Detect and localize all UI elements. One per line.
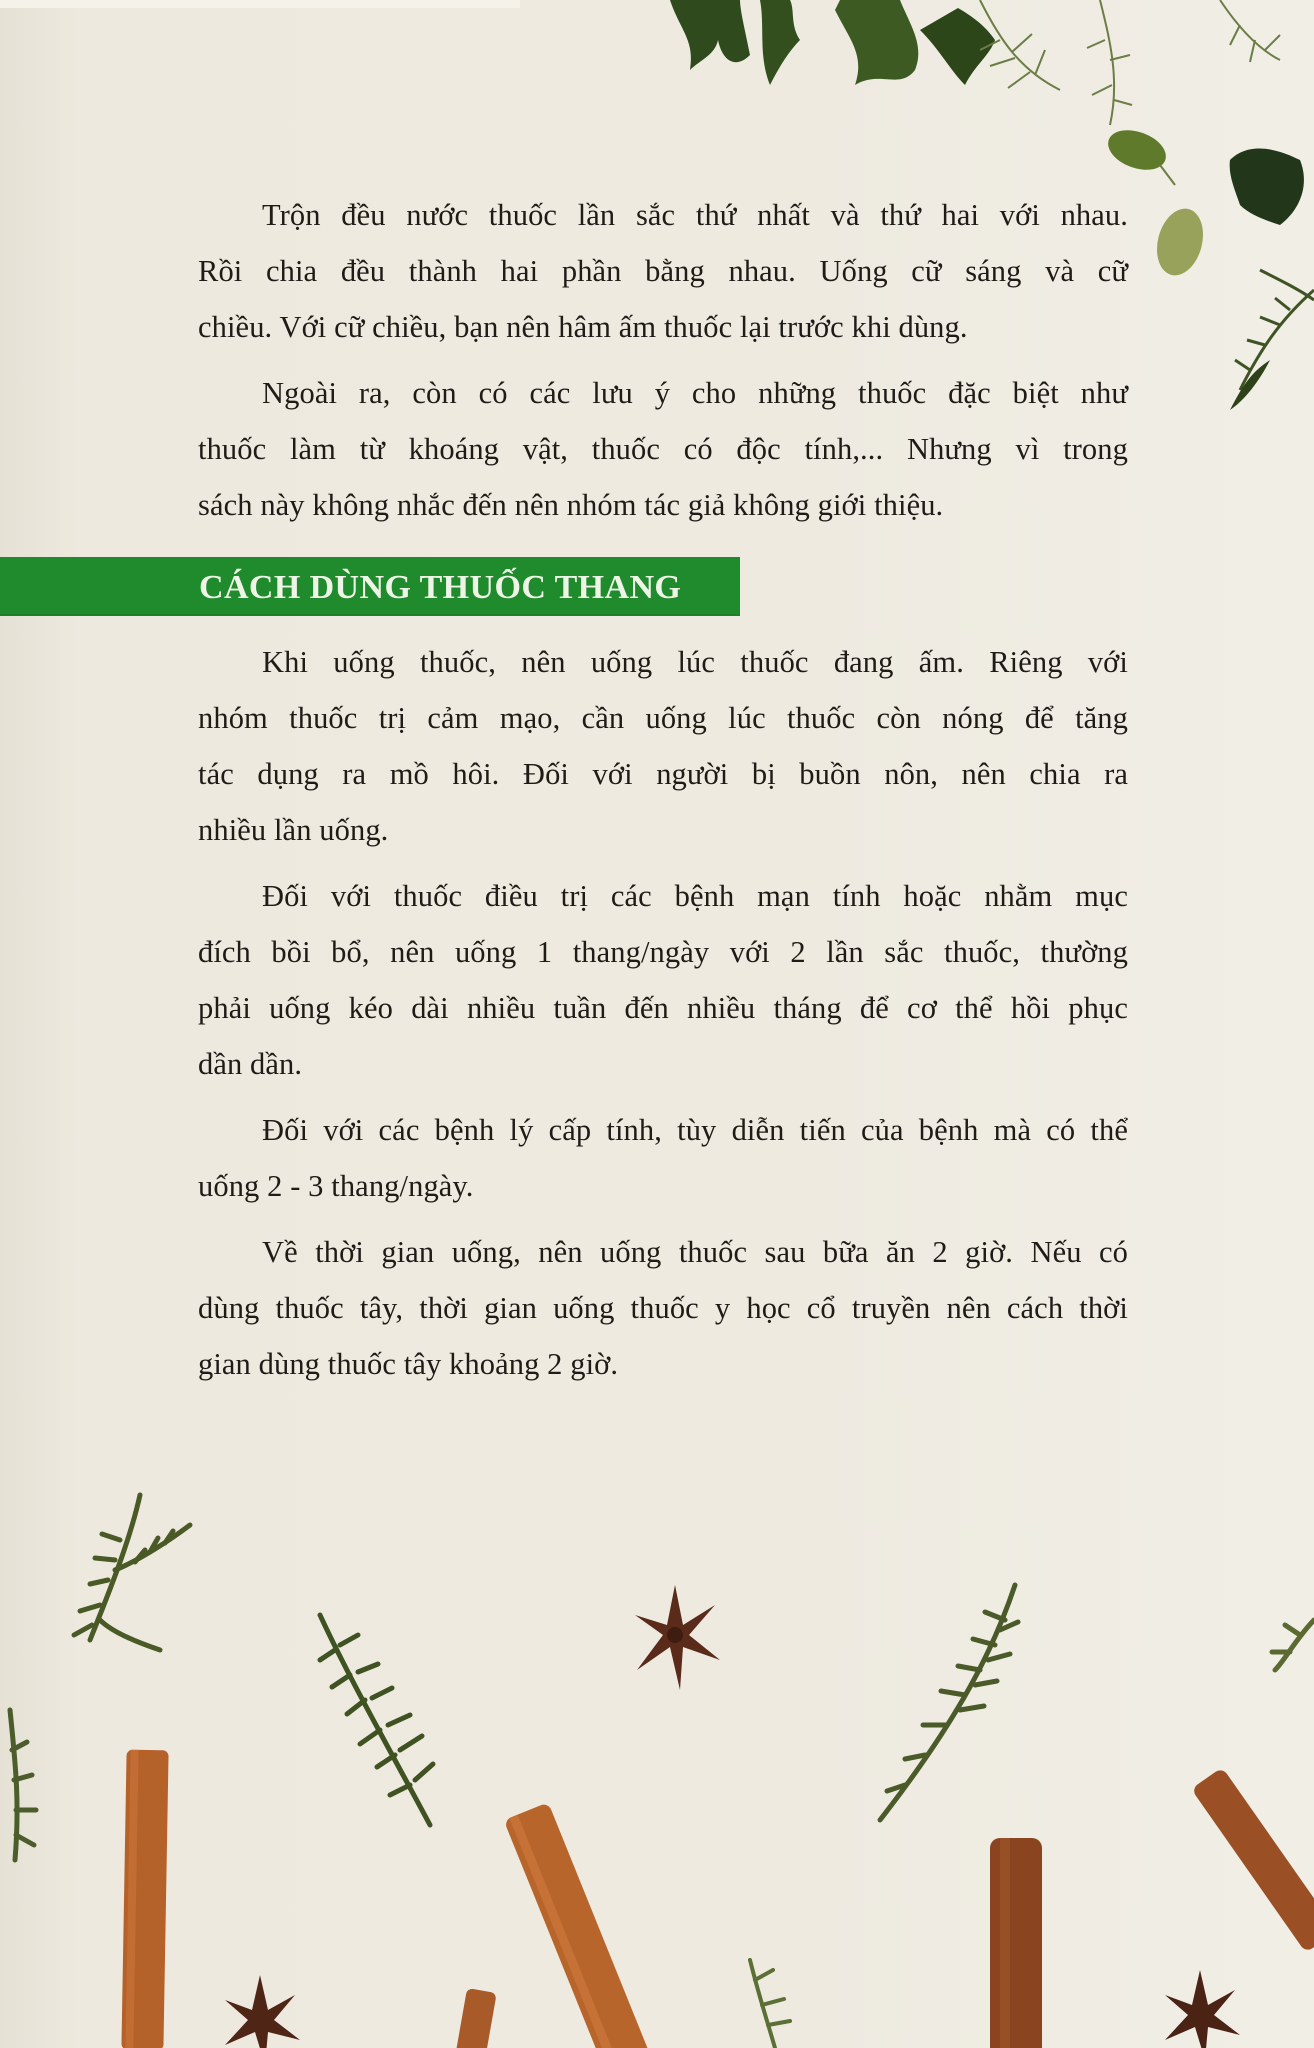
paragraph xyxy=(198,187,1128,355)
text-line: Trộn đều nước thuốc lần sắc thứ nhất và thứ hai với nhau. xyxy=(262,198,1128,232)
text-line: Ngoài ra, còn có các lưu ý cho những thuốc đặc biệt như xyxy=(262,376,1128,410)
text-line: Khi uống thuốc, nên uống lúc thuốc đang ấm. Riêng với xyxy=(262,645,1128,679)
thuja-sprig-icon xyxy=(1272,1620,1314,1670)
thuja-sprig-icon xyxy=(750,1960,790,2048)
green-leaf-icon xyxy=(1103,123,1172,177)
text-line: Về thời gian uống, nên uống thuốc sau bữa ăn 2 giờ. Nếu có xyxy=(262,1235,1128,1269)
cinnamon-stick-icon xyxy=(121,1750,168,2048)
intro-text xyxy=(198,187,1128,543)
cinnamon-stick-icon xyxy=(990,1838,1042,2048)
text-line: Đối với các bệnh lý cấp tính, tùy diễn tiến của bệnh mà có thể xyxy=(262,1113,1128,1147)
section-heading: CÁCH DÙNG THUỐC THANG xyxy=(199,569,682,606)
cinnamon-stick-icon xyxy=(504,1802,665,2048)
text-line: tác dụng ra mồ hôi. Đối với người bị buồn nôn, nên chia ra xyxy=(198,757,1128,791)
text-line: gian dùng thuốc tây khoảng 2 giờ. xyxy=(198,1347,619,1381)
text-line: nhóm thuốc trị cảm mạo, cần uống lúc thuốc còn nóng để tăng xyxy=(198,701,1128,735)
cinnamon-stick-icon xyxy=(1191,1767,1314,1953)
text-line: phải uống kéo dài nhiều tuần đến nhiều tháng để cơ thể hồi phục xyxy=(198,991,1128,1025)
cinnamon-stick-icon xyxy=(453,1988,496,2048)
thuja-sprig-icon xyxy=(10,1710,36,1860)
text-line: thuốc làm từ khoáng vật, thuốc có độc tính,... Nhưng vì trong xyxy=(198,432,1128,466)
star-anise-icon xyxy=(635,1585,720,1690)
paragraph xyxy=(198,634,1128,858)
bottom-spice-decoration xyxy=(0,1460,1314,2048)
thuja-sprig-icon xyxy=(880,1585,1018,1820)
text-line: Rồi chia đều thành hai phần bằng nhau. Uống cữ sáng và cữ xyxy=(198,254,1128,288)
text-line: Đối với thuốc điều trị các bệnh mạn tính hoặc nhằm mục xyxy=(262,879,1128,913)
text-line: dần dần. xyxy=(198,1047,303,1081)
star-anise-icon xyxy=(1165,1970,1240,2048)
paragraph xyxy=(198,1102,1128,1214)
paragraph xyxy=(198,1224,1128,1392)
section-body xyxy=(198,634,1128,1402)
text-line: uống 2 - 3 thang/ngày. xyxy=(198,1169,474,1203)
star-anise-icon xyxy=(225,1975,300,2048)
text-line: đích bồi bổ, nên uống 1 thang/ngày với 2 lần sắc thuốc, thường xyxy=(198,935,1128,969)
parsley-icon xyxy=(670,0,995,85)
dill-icon xyxy=(980,0,1280,125)
paragraph xyxy=(198,365,1128,533)
text-line: dùng thuốc tây, thời gian uống thuốc y học cổ truyền nên cách thời xyxy=(198,1291,1128,1325)
yellow-leaf-icon xyxy=(1150,203,1210,280)
text-line: sách này không nhắc đến nên nhóm tác giả không giới thiệu. xyxy=(198,488,944,522)
page-edge xyxy=(0,0,520,8)
text-line: nhiều lần uống. xyxy=(198,813,389,847)
paragraph xyxy=(198,868,1128,1092)
text-line: chiều. Với cữ chiều, bạn nên hâm ấm thuốc lại trước khi dùng. xyxy=(198,310,968,344)
thuja-sprig-icon xyxy=(320,1615,433,1825)
thuja-sprig-icon xyxy=(74,1495,190,1650)
